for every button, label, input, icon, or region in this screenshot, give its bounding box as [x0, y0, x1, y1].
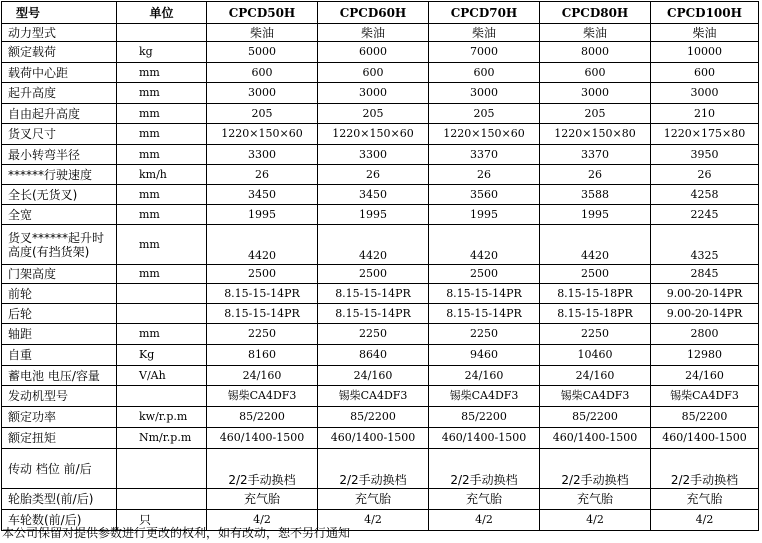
- row-value: 8000: [540, 42, 651, 63]
- row-value: 10000: [651, 42, 759, 63]
- spec-row: [2, 145, 759, 165]
- spec-row: [2, 324, 759, 345]
- row-unit: mm: [117, 145, 207, 165]
- spec-row: [2, 366, 759, 386]
- row-value: 3000: [429, 83, 540, 104]
- row-value: 8.15-15-14PR: [207, 304, 318, 324]
- row-value: 600: [651, 63, 759, 83]
- row-value: 4420: [207, 225, 318, 265]
- row-unit: mm: [117, 205, 207, 225]
- row-label: 货叉******起升时高度(有挡货架): [2, 225, 117, 265]
- row-value: 3000: [651, 83, 759, 104]
- row-value: 8.15-15-14PR: [429, 284, 540, 304]
- row-value: 1220×175×80: [651, 124, 759, 145]
- row-label: 货叉尺寸: [2, 124, 117, 145]
- row-unit: kg: [117, 42, 207, 63]
- row-value: 3588: [540, 185, 651, 205]
- row-value: 3000: [207, 83, 318, 104]
- row-value: 4325: [651, 225, 759, 265]
- row-value: 10460: [540, 345, 651, 366]
- footnote: 本公司保留对提供参数进行更改的权利，如有改动，恕不另行通知: [2, 526, 351, 540]
- row-value: 4/2: [429, 510, 540, 531]
- row-value: 85/2200: [429, 407, 540, 428]
- row-value: 9.00-20-14PR: [651, 304, 759, 324]
- row-value: 充气胎: [318, 489, 429, 510]
- row-value: 3000: [318, 83, 429, 104]
- row-value: 锡柴CA4DF3: [651, 386, 759, 407]
- row-value: 8.15-15-14PR: [318, 284, 429, 304]
- row-value: 24/160: [651, 366, 759, 386]
- row-value: 600: [318, 63, 429, 83]
- row-label: 发动机型号: [2, 386, 117, 407]
- row-unit: [117, 284, 207, 304]
- row-value: 1995: [207, 205, 318, 225]
- row-value: 柴油: [318, 24, 429, 42]
- row-label: 后轮: [2, 304, 117, 324]
- spec-row: [2, 449, 759, 489]
- row-label: 起升高度: [2, 83, 117, 104]
- row-value: 6000: [318, 42, 429, 63]
- row-value: 8160: [207, 345, 318, 366]
- row-value: 7000: [429, 42, 540, 63]
- row-value: 600: [207, 63, 318, 83]
- row-unit: mm: [117, 63, 207, 83]
- row-label: 载荷中心距: [2, 63, 117, 83]
- row-value: 4/2: [540, 510, 651, 531]
- row-unit: Nm/r.p.m: [117, 428, 207, 449]
- spec-table: [1, 1, 759, 531]
- row-value: 锡柴CA4DF3: [540, 386, 651, 407]
- spec-row: [2, 428, 759, 449]
- row-value: 205: [207, 104, 318, 124]
- row-label: 最小转弯半径: [2, 145, 117, 165]
- row-value: 3300: [207, 145, 318, 165]
- row-value: 2250: [429, 324, 540, 345]
- row-value: 26: [429, 165, 540, 185]
- header-model-2: CPCD60H: [318, 2, 429, 24]
- row-value: 8.15-15-18PR: [540, 284, 651, 304]
- row-value: 85/2200: [318, 407, 429, 428]
- row-value: 205: [429, 104, 540, 124]
- row-label: 轮胎类型(前/后): [2, 489, 117, 510]
- row-value: 柴油: [429, 24, 540, 42]
- spec-row: [2, 345, 759, 366]
- row-unit: 只: [117, 510, 207, 531]
- spec-row: [2, 225, 759, 265]
- header-model-3: CPCD70H: [429, 2, 540, 24]
- row-label: 门架高度: [2, 265, 117, 284]
- spec-table-body: [2, 2, 759, 531]
- row-label: 蓄电池 电压/容量: [2, 366, 117, 386]
- row-value: 460/1400-1500: [651, 428, 759, 449]
- row-value: 4/2: [318, 510, 429, 531]
- row-value: 锡柴CA4DF3: [429, 386, 540, 407]
- row-value: 2/2手动换档: [651, 449, 759, 489]
- row-value: 205: [540, 104, 651, 124]
- row-value: 1220×150×60: [318, 124, 429, 145]
- row-value: 460/1400-1500: [207, 428, 318, 449]
- row-value: 600: [540, 63, 651, 83]
- row-value: 锡柴CA4DF3: [207, 386, 318, 407]
- row-value: 460/1400-1500: [318, 428, 429, 449]
- row-label: 轴距: [2, 324, 117, 345]
- spec-row: [2, 185, 759, 205]
- row-label: 全长(无货叉): [2, 185, 117, 205]
- row-unit: mm: [117, 83, 207, 104]
- row-value: 24/160: [429, 366, 540, 386]
- row-value: 2845: [651, 265, 759, 284]
- row-value: 5000: [207, 42, 318, 63]
- row-label: 自重: [2, 345, 117, 366]
- row-label: 动力型式: [2, 24, 117, 42]
- row-label: 额定功率: [2, 407, 117, 428]
- row-value: 8640: [318, 345, 429, 366]
- row-value: 3370: [429, 145, 540, 165]
- spec-row: [2, 386, 759, 407]
- row-unit: V/Ah: [117, 366, 207, 386]
- row-unit: mm: [117, 225, 207, 265]
- row-label: ******行驶速度: [2, 165, 117, 185]
- row-value: 1220×150×80: [540, 124, 651, 145]
- row-label: 前轮: [2, 284, 117, 304]
- row-value: 9460: [429, 345, 540, 366]
- spec-row: [2, 304, 759, 324]
- row-value: 2/2手动换档: [429, 449, 540, 489]
- row-value: 2500: [318, 265, 429, 284]
- row-value: 26: [540, 165, 651, 185]
- row-value: 8.15-15-14PR: [429, 304, 540, 324]
- row-label: 额定载荷: [2, 42, 117, 63]
- header-row: [2, 2, 759, 24]
- row-value: 1995: [429, 205, 540, 225]
- row-value: 85/2200: [540, 407, 651, 428]
- row-value: 205: [318, 104, 429, 124]
- row-value: 3950: [651, 145, 759, 165]
- row-value: 柴油: [651, 24, 759, 42]
- row-unit: [117, 449, 207, 489]
- row-value: 24/160: [207, 366, 318, 386]
- row-value: 460/1400-1500: [429, 428, 540, 449]
- row-value: 1220×150×60: [207, 124, 318, 145]
- row-label: 全宽: [2, 205, 117, 225]
- row-unit: mm: [117, 324, 207, 345]
- row-value: 4258: [651, 185, 759, 205]
- spec-row: [2, 165, 759, 185]
- row-value: 2/2手动换档: [318, 449, 429, 489]
- row-value: 2250: [540, 324, 651, 345]
- row-value: 4420: [429, 225, 540, 265]
- row-unit: mm: [117, 185, 207, 205]
- row-unit: Kg: [117, 345, 207, 366]
- row-value: 600: [429, 63, 540, 83]
- row-value: 85/2200: [207, 407, 318, 428]
- row-value: 24/160: [540, 366, 651, 386]
- row-value: 充气胎: [540, 489, 651, 510]
- row-value: 充气胎: [651, 489, 759, 510]
- row-value: 8.15-15-14PR: [318, 304, 429, 324]
- row-unit: [117, 24, 207, 42]
- row-value: 锡柴CA4DF3: [318, 386, 429, 407]
- row-unit: [117, 386, 207, 407]
- row-label: 额定扭矩: [2, 428, 117, 449]
- spec-row: [2, 104, 759, 124]
- spec-row: [2, 24, 759, 42]
- header-model: 型号: [2, 2, 117, 24]
- spec-row: [2, 124, 759, 145]
- row-value: 2245: [651, 205, 759, 225]
- row-unit: mm: [117, 124, 207, 145]
- row-value: 24/160: [318, 366, 429, 386]
- row-value: 26: [318, 165, 429, 185]
- row-value: 柴油: [540, 24, 651, 42]
- row-value: 2500: [429, 265, 540, 284]
- header-model-4: CPCD80H: [540, 2, 651, 24]
- row-unit: [117, 489, 207, 510]
- spec-row: [2, 284, 759, 304]
- row-unit: km/h: [117, 165, 207, 185]
- row-value: 210: [651, 104, 759, 124]
- row-value: 2800: [651, 324, 759, 345]
- row-value: 柴油: [207, 24, 318, 42]
- row-value: 2500: [207, 265, 318, 284]
- row-value: 26: [207, 165, 318, 185]
- spec-row: [2, 83, 759, 104]
- row-unit: mm: [117, 104, 207, 124]
- spec-row: [2, 265, 759, 284]
- row-value: 充气胎: [207, 489, 318, 510]
- row-value: 1995: [540, 205, 651, 225]
- header-model-5: CPCD100H: [651, 2, 759, 24]
- row-value: 1995: [318, 205, 429, 225]
- row-label: 传动 档位 前/后: [2, 449, 117, 489]
- row-value: 3450: [318, 185, 429, 205]
- row-value: 8.15-15-14PR: [207, 284, 318, 304]
- row-value: 9.00-20-14PR: [651, 284, 759, 304]
- row-unit: [117, 304, 207, 324]
- row-unit: kw/r.p.m: [117, 407, 207, 428]
- row-value: 充气胎: [429, 489, 540, 510]
- row-value: 3300: [318, 145, 429, 165]
- spec-row: [2, 407, 759, 428]
- row-value: 2250: [318, 324, 429, 345]
- row-value: 2/2手动换档: [207, 449, 318, 489]
- row-value: 4/2: [651, 510, 759, 531]
- row-value: 2250: [207, 324, 318, 345]
- row-value: 85/2200: [651, 407, 759, 428]
- spec-row: [2, 489, 759, 510]
- row-label: 自由起升高度: [2, 104, 117, 124]
- spec-row: [2, 205, 759, 225]
- row-value: 4420: [318, 225, 429, 265]
- row-label: 车轮数(前/后): [2, 510, 117, 531]
- spec-row: [2, 63, 759, 83]
- row-value: 26: [651, 165, 759, 185]
- spec-row: [2, 42, 759, 63]
- row-value: 2500: [540, 265, 651, 284]
- row-value: 3000: [540, 83, 651, 104]
- row-value: 460/1400-1500: [540, 428, 651, 449]
- row-value: 12980: [651, 345, 759, 366]
- header-unit: 单位: [117, 2, 207, 24]
- row-unit: mm: [117, 265, 207, 284]
- row-value: 3450: [207, 185, 318, 205]
- row-value: 3370: [540, 145, 651, 165]
- row-value: 2/2手动换档: [540, 449, 651, 489]
- row-value: 4420: [540, 225, 651, 265]
- row-value: 3560: [429, 185, 540, 205]
- row-value: 4/2: [207, 510, 318, 531]
- row-value: 1220×150×60: [429, 124, 540, 145]
- header-model-1: CPCD50H: [207, 2, 318, 24]
- row-value: 8.15-15-18PR: [540, 304, 651, 324]
